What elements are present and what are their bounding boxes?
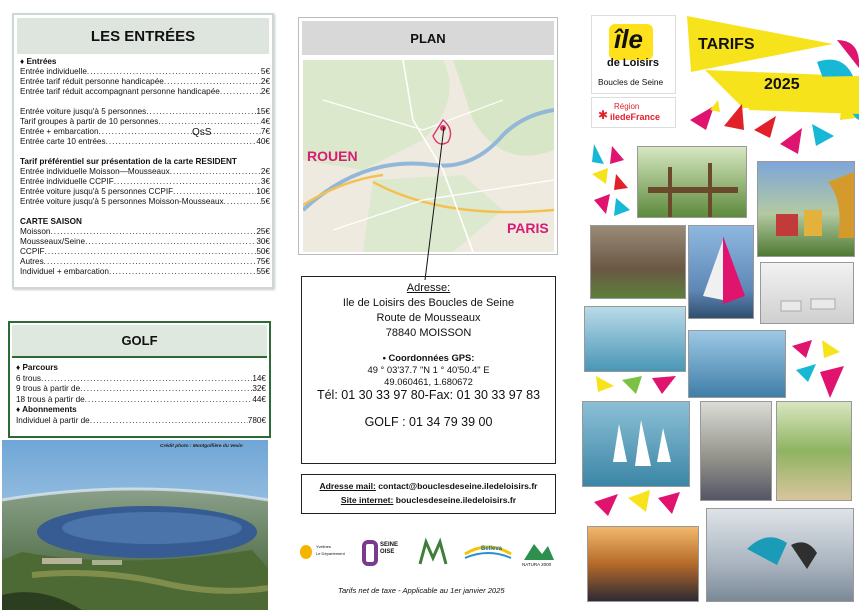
entree-price: 7€ [260, 127, 270, 136]
natura-2000-logo: NATURA 2000 [522, 538, 556, 570]
site-label: Site internet: [340, 495, 394, 505]
tarifs-year: 2025 [764, 76, 800, 93]
abonnements-heading: ♦ Abonnements [16, 405, 77, 415]
entree-price: 5€ [260, 67, 270, 76]
resident-price: 3€ [260, 177, 270, 186]
entrees-rows-vehicle [20, 107, 270, 147]
mail-link[interactable]: contact@bouclesdeseine.iledeloisirs.fr [375, 481, 538, 491]
decorative-drops-left [588, 140, 636, 224]
resident-row [20, 197, 270, 207]
resident-section-heading: Tarif préférentiel sur présentation de la carte RESIDENT [20, 157, 237, 166]
qss-mark: QsS [192, 127, 212, 138]
entree-row [20, 107, 270, 117]
entree-price: 15€ [256, 107, 270, 116]
yvelines-logo: Yvelines Le Département [298, 542, 348, 566]
resident-price: 2€ [260, 167, 270, 176]
entrees-panel [12, 13, 274, 289]
resident-label: Entrée voiture jusqu'à 5 personnes Moisson-Mousseaux [20, 197, 224, 206]
entree-price: 2€ [260, 87, 270, 96]
saison-label: Mousseaux/Seine [20, 237, 86, 246]
saison-label: Individuel + embarcation [20, 267, 109, 276]
gps-dms: 49 ° 03'37.7 "N 1 ° 40'50.4" E [367, 364, 490, 375]
entree-row [20, 87, 270, 97]
decorative-drops-under [592, 372, 688, 398]
entree-label: Tarif groupes à partir de 10 personnes [20, 117, 159, 126]
golf-price-list [16, 363, 266, 427]
parcours-price: 44€ [252, 394, 266, 404]
photo-dormitory [760, 262, 854, 324]
parcours-row [16, 395, 266, 406]
entree-row [20, 137, 270, 147]
region-idf-logo: ✱ Région iledeFrance [591, 97, 676, 128]
parcours-label: 9 trous à partir de [16, 384, 81, 394]
parcours-heading: ♦ Parcours [16, 363, 58, 372]
parcours-price: 14€ [252, 373, 266, 383]
saison-price: 50€ [256, 247, 270, 256]
saison-row [20, 237, 270, 247]
phone-fax: Tél: 01 30 33 97 80-Fax: 01 30 33 97 83 [316, 388, 541, 402]
dot-leader [170, 167, 261, 177]
gps-decimal: 49.060461, 1.680672 [384, 376, 473, 387]
city-label-paris: PARIS [507, 220, 549, 236]
abonnement-row [16, 416, 266, 427]
dot-leader [109, 267, 256, 277]
dot-leader [51, 227, 257, 237]
address-title: Adresse: [406, 282, 451, 294]
photo-kitesurf [706, 508, 854, 602]
golf-phone: GOLF : 01 34 79 39 00 [364, 415, 493, 429]
decorative-drops-mid [786, 336, 856, 402]
dot-leader [224, 197, 261, 207]
photo-treetop-adventure [637, 146, 747, 218]
parcours-price: 32€ [252, 384, 266, 394]
dot-leader [41, 374, 252, 385]
dot-leader [85, 237, 256, 247]
m-logo [416, 536, 450, 570]
entree-row [20, 77, 270, 87]
abonnement-label: Individuel à partir de [16, 415, 90, 425]
dot-leader [44, 257, 257, 267]
dot-leader [173, 187, 256, 197]
entrees-price-list [20, 57, 270, 277]
dot-leader [114, 177, 261, 187]
resident-price: 10€ [256, 187, 270, 196]
saison-price: 25€ [256, 227, 270, 236]
parcours-row [16, 384, 266, 395]
tarifs-title: TARIFS [698, 36, 755, 53]
carte-saison-heading: CARTE SAISON [20, 217, 82, 226]
dot-leader [45, 247, 257, 257]
address-line-1: Ile de Loisirs des Boucles de Seine [342, 297, 515, 309]
saison-price: 75€ [256, 257, 270, 266]
photo-playground [757, 161, 855, 257]
entree-row [20, 67, 270, 77]
dot-leader [80, 384, 252, 395]
saison-row [20, 257, 270, 267]
saison-label: Moisson [20, 227, 51, 236]
saison-label: CCPIF [20, 247, 45, 256]
map-pointer-line [420, 125, 450, 285]
city-label-rouen: ROUEN [307, 148, 358, 164]
photo-sailboats [582, 401, 690, 487]
dot-leader [90, 416, 248, 427]
entree-price: 4€ [260, 117, 270, 126]
saison-row [20, 247, 270, 257]
entree-price: 2€ [260, 77, 270, 86]
carte-saison-rows [20, 227, 270, 277]
photo-sunset-fishing [587, 526, 699, 602]
contact-box [301, 474, 556, 514]
seine-oise-logo: SEINE OISE [362, 536, 402, 570]
belleva-logo: Belleva [463, 540, 513, 564]
entree-row [20, 127, 270, 137]
dot-leader [106, 137, 257, 147]
parcours-row [16, 374, 266, 385]
golf-title: GOLF [12, 325, 267, 358]
footer-note: Tarifs net de taxe - Applicable au 1er janvier 2025 [338, 586, 505, 595]
parcours-rows [16, 374, 266, 406]
partner-logos [298, 534, 560, 574]
saison-price: 30€ [256, 237, 270, 246]
abonnement-price: 780€ [247, 415, 266, 425]
resident-label: Entrée individuelle Moisson—Mousseaux [20, 167, 170, 176]
entree-row [20, 117, 270, 127]
photo-catamaran [688, 225, 754, 319]
ile-de-loisirs-logo: île de Loisirs Boucles de Seine [591, 15, 676, 94]
dot-leader [146, 107, 256, 117]
dot-leader [158, 117, 261, 127]
resident-price: 5€ [260, 197, 270, 206]
site-link[interactable]: bouclesdeseine.iledeloisirs.fr [393, 495, 517, 505]
plan-title: PLAN [302, 21, 554, 55]
dot-leader [99, 127, 261, 137]
photo-terrace [700, 401, 772, 501]
decorative-drops-bottom [588, 488, 704, 520]
parcours-label: 6 trous [16, 373, 42, 383]
address-line-2: Route de Mousseaux [376, 312, 481, 324]
entrees-section-heading: ♦ Entrées [20, 57, 57, 66]
resident-row [20, 177, 270, 187]
dot-leader [85, 395, 253, 406]
resident-row [20, 187, 270, 197]
gps-title: Coordonnées GPS: [388, 352, 475, 363]
entree-label: Entrée voiture jusqu'à 5 personnes [20, 107, 147, 116]
mail-label: Adresse mail: [319, 481, 376, 491]
abonnements-rows [16, 416, 266, 427]
entree-label: Entrée tarif réduit accompagnant personne handicapée [20, 87, 220, 96]
resident-rows [20, 167, 270, 207]
entree-label: Entrée + embarcation [20, 127, 99, 136]
saison-row [20, 267, 270, 277]
photo-swimmers [584, 306, 686, 372]
parcours-label: 18 trous à partir de [16, 394, 85, 404]
saison-price: 55€ [256, 267, 270, 276]
saison-label: Autres [20, 257, 44, 266]
saison-row [20, 227, 270, 237]
entree-price: 40€ [256, 137, 270, 146]
address-box: Adresse: Ile de Loisirs des Boucles de Seine Route de Mousseaux 78840 MOISSON • Coordonnées GPS: 49 ° 03'37.7 "N 1 ° 40'50.4" E 49.060461, 1.680672 Tél: 01 30 33 97 80-Fax: 01 30 33 97 83 GOLF : 01 34 79 39 00 [301, 276, 556, 464]
dot-leader [164, 77, 261, 87]
entree-label: Entrée individuelle [20, 67, 87, 76]
photo-driving-range [590, 225, 686, 299]
address-line-3: 78840 MOISSON [385, 327, 472, 339]
entree-label: Entrée tarif réduit personne handicapée [20, 77, 164, 86]
entrees-title: LES ENTRÉES [17, 18, 269, 54]
resident-label: Entrée voiture jusqu'à 5 personnes CCPIF [20, 187, 174, 196]
resident-row [20, 167, 270, 177]
entrees-rows-basic [20, 67, 270, 97]
photo-credit: Crédit photo : Montgolfière du Vexin [160, 444, 243, 449]
resident-label: Entrée individuelle CCPIF [20, 177, 114, 186]
dot-leader [87, 67, 261, 77]
photo-pedalos [688, 330, 786, 398]
dot-leader [220, 87, 261, 97]
photo-beach [776, 401, 852, 501]
entree-label: Entrée carte 10 entrées [20, 137, 106, 146]
aerial-photo [2, 440, 268, 610]
golf-panel [8, 321, 271, 438]
